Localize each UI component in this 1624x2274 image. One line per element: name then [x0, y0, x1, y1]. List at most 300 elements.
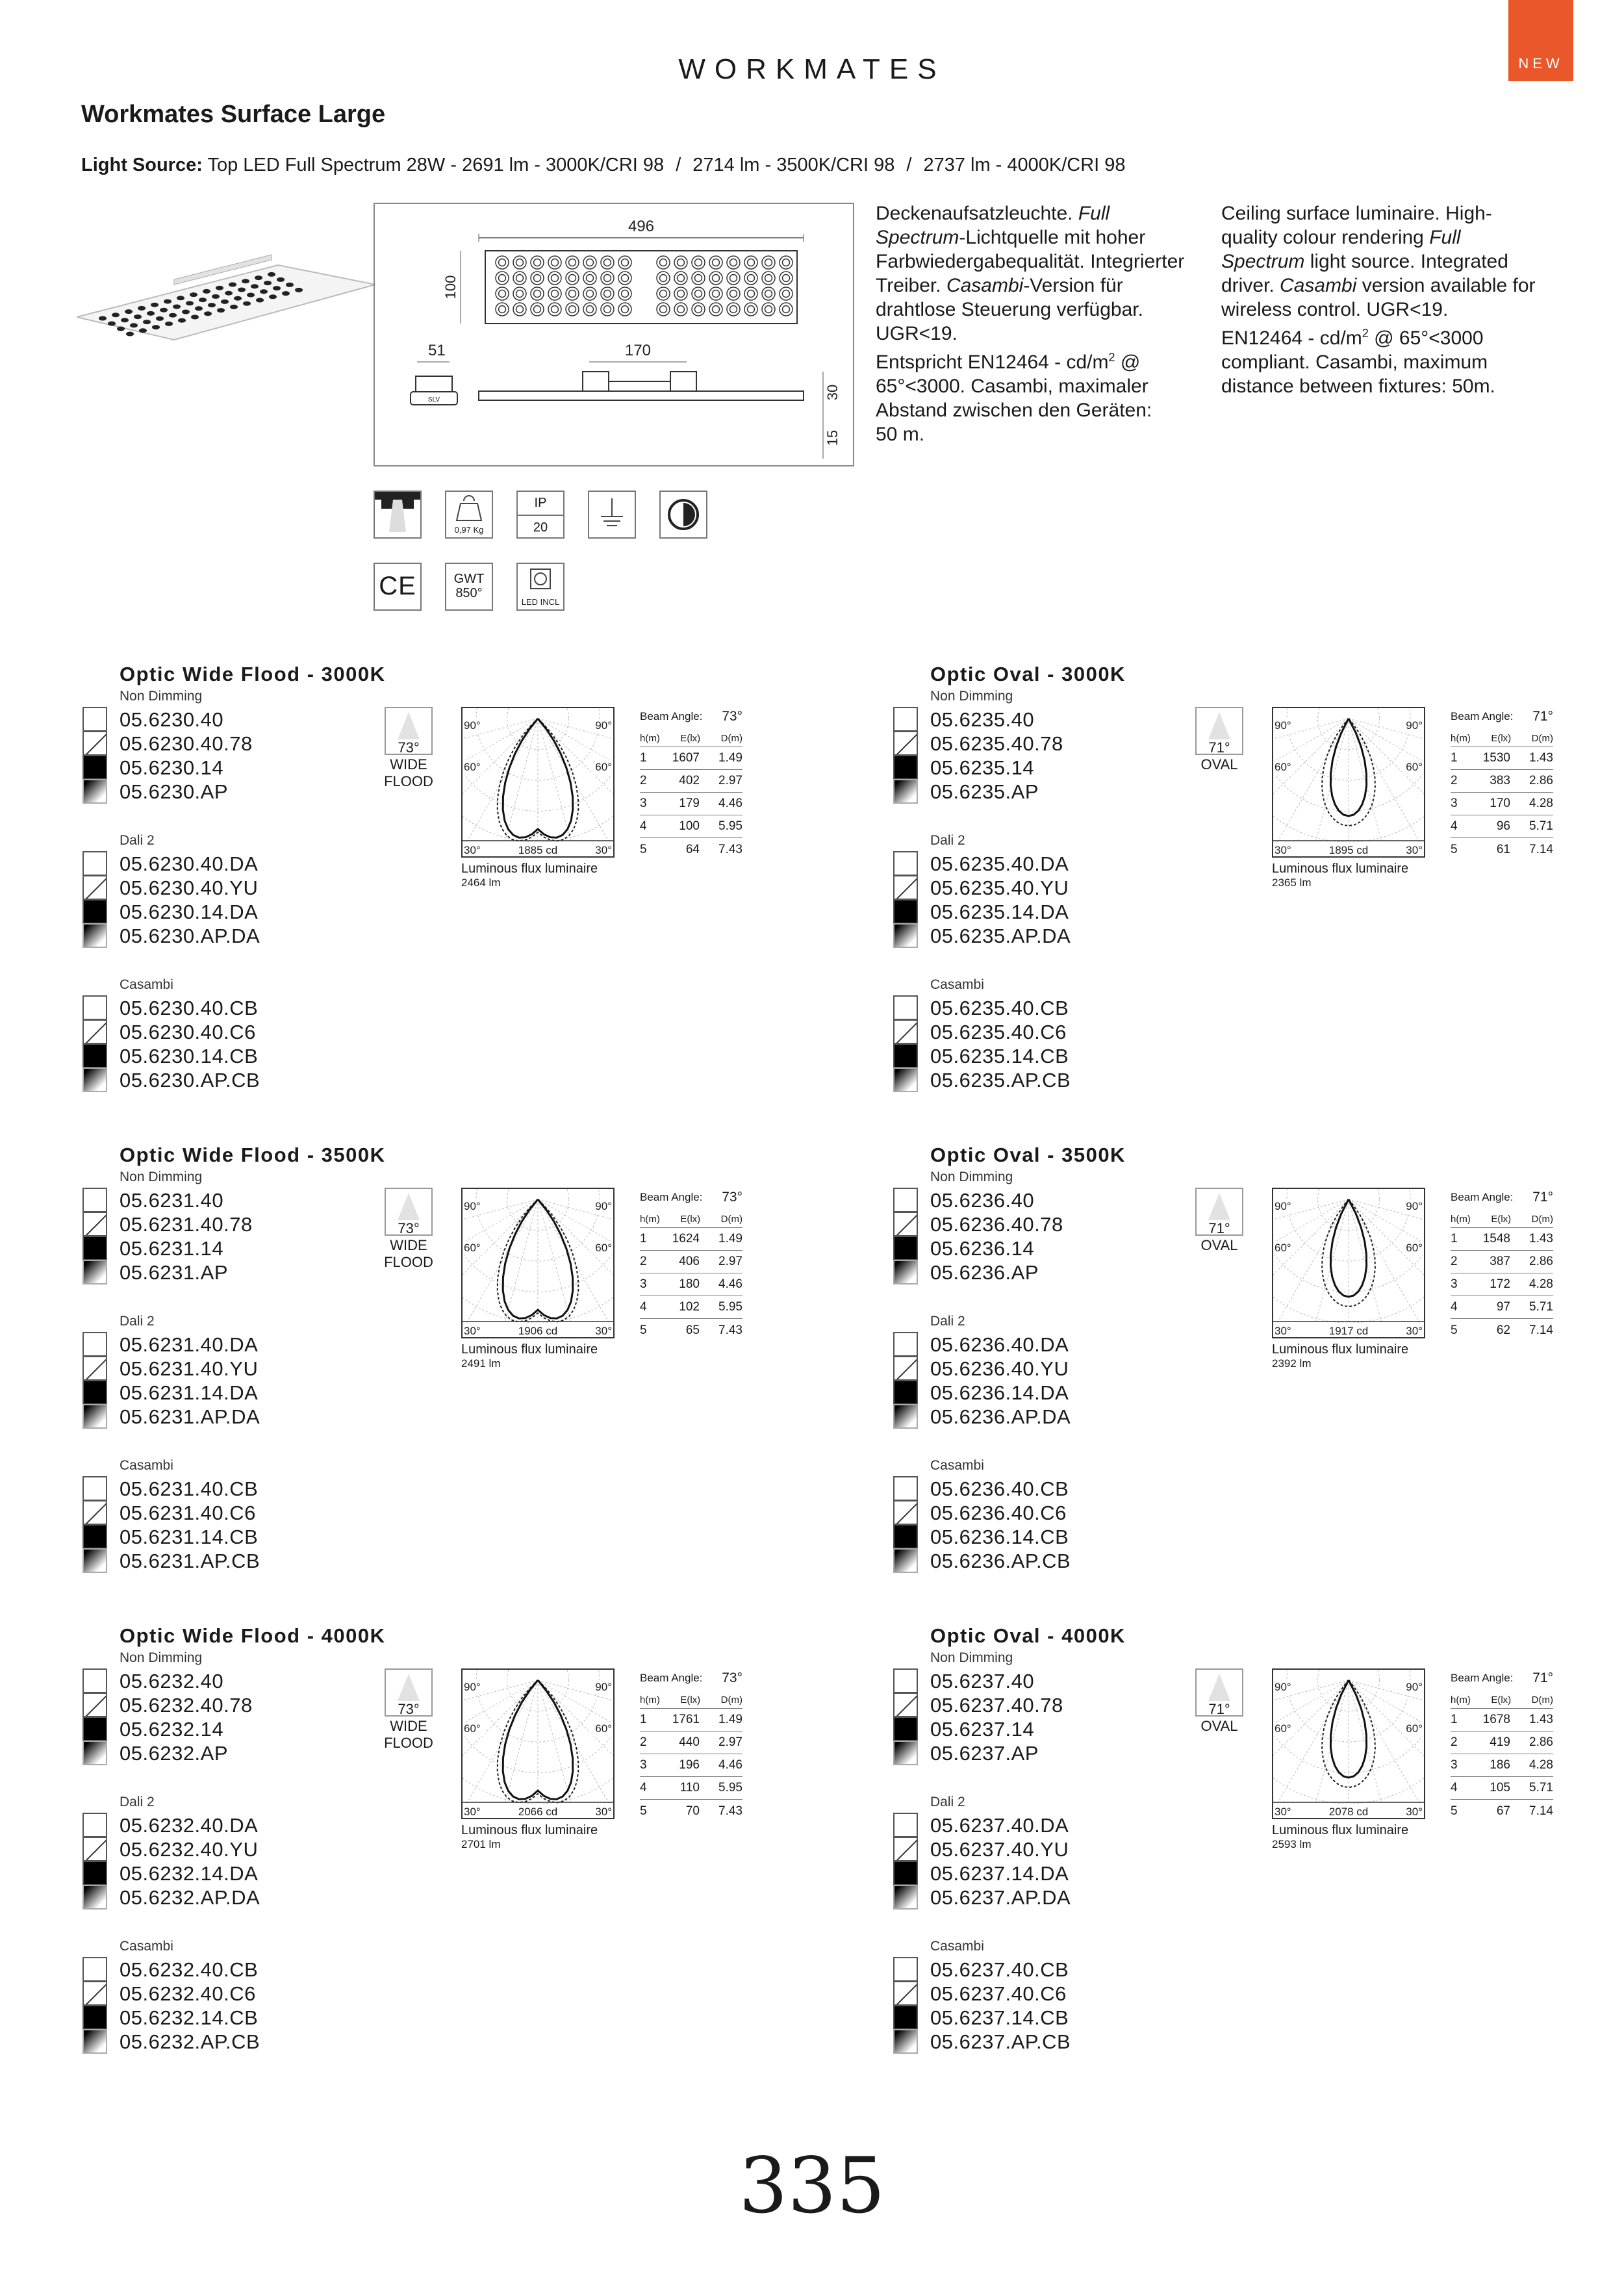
col-d: D(m) [720, 1694, 742, 1706]
color-swatch [82, 1861, 107, 1885]
beam-angle-row [640, 707, 742, 726]
color-swatch [82, 1212, 107, 1236]
polar-label-30: 30° [464, 1806, 481, 1818]
color-swatch [893, 1356, 918, 1381]
led-dot [112, 313, 120, 317]
desc-italic: Full [1429, 227, 1461, 248]
led-dot [152, 325, 160, 329]
cell-e: 419 [1490, 1735, 1510, 1749]
table-header [1451, 726, 1553, 747]
cell-e: 61 [1496, 842, 1510, 856]
desc-italic: Casambi [946, 275, 1024, 296]
flux-block [1272, 862, 1408, 890]
group-label: Dali 2 [930, 833, 965, 848]
led-dot [208, 303, 216, 307]
color-swatch [82, 779, 107, 804]
cell-h: 4 [1451, 1781, 1458, 1795]
led-dot [99, 316, 107, 321]
cell-h: 1 [1451, 1232, 1458, 1246]
cell-d: 2.97 [718, 774, 742, 787]
polar-candela: 2066 cd [518, 1806, 558, 1818]
flux-value: 2593 lm [1272, 1838, 1312, 1850]
led-outline [762, 287, 775, 300]
color-swatch [82, 1693, 107, 1717]
cell-d: 1.49 [718, 1232, 742, 1246]
table-row [1451, 1251, 1553, 1273]
desc-text: driver. [1221, 275, 1280, 296]
separator: / [676, 155, 681, 175]
diagonal-mark [84, 1357, 107, 1381]
cell-h: 1 [640, 1713, 647, 1726]
polar-label-30: 30° [1406, 1325, 1423, 1337]
cell-e: 1607 [672, 751, 700, 765]
polar-label-90: 90° [1406, 719, 1423, 732]
optic-block [893, 1143, 1608, 1637]
cell-h: 4 [1451, 1300, 1458, 1314]
product-code: 05.6237.14.CB [930, 2006, 1069, 2029]
beam-angle-row [1451, 1188, 1553, 1207]
cell-d: 5.95 [718, 1781, 742, 1795]
cell-d: 1.43 [1529, 1713, 1553, 1726]
led-dot [256, 298, 264, 303]
cell-d: 4.28 [1529, 1277, 1553, 1291]
led-dot [147, 311, 155, 316]
led-dot [134, 314, 142, 319]
group-label: Dali 2 [120, 833, 155, 848]
table-row [640, 1319, 742, 1342]
table-row [640, 1228, 742, 1251]
table-row [640, 1777, 742, 1800]
table-row [1451, 747, 1553, 770]
led-outline [548, 256, 561, 269]
polar-label-30: 30° [1406, 1806, 1423, 1818]
cell-e: 64 [685, 842, 700, 856]
product-code: 05.6237.40 [930, 1670, 1035, 1693]
color-swatch [82, 923, 107, 948]
led-outline [709, 272, 722, 285]
col-h: h(m) [640, 733, 660, 744]
cell-e: 1624 [672, 1232, 700, 1246]
ip20-icon [516, 491, 565, 539]
product-code: 05.6237.AP.CB [930, 2030, 1071, 2053]
polar-label-90: 90° [595, 1200, 612, 1212]
product-code: 05.6236.40.CB [930, 1477, 1069, 1500]
group-label: Non Dimming [120, 689, 203, 704]
col-d: D(m) [720, 733, 742, 744]
desc-text: drahtlose Steuerung verfügbar. [876, 299, 1143, 320]
led-dot [121, 318, 129, 322]
beam-angle-value: 73° [722, 709, 742, 724]
polar-diagram [1272, 1668, 1425, 1819]
mount-bracket [583, 372, 609, 391]
cell-e: 402 [679, 774, 700, 787]
flux-block [461, 862, 598, 890]
col-d: D(m) [720, 1214, 742, 1225]
table-row [640, 1709, 742, 1731]
desc-italic: Spectrum [1221, 251, 1305, 272]
polar-label-60: 60° [1275, 761, 1291, 773]
product-code: 05.6232.AP.DA [120, 1886, 260, 1909]
polar-label-30: 30° [595, 844, 612, 856]
led-dot [204, 311, 212, 316]
color-swatch [893, 1260, 918, 1284]
color-swatch [82, 1380, 107, 1405]
color-swatch [82, 707, 107, 732]
color-swatch [82, 1332, 107, 1357]
led-outline [601, 272, 614, 285]
group-label: Non Dimming [930, 689, 1013, 704]
cell-d: 7.43 [718, 1804, 742, 1818]
beam-angle-label: 73° [398, 1220, 420, 1236]
cell-e: 1530 [1482, 751, 1510, 765]
group-label: Casambi [930, 1939, 984, 1954]
cell-h: 1 [640, 1232, 647, 1246]
cell-d: 5.71 [1529, 1300, 1553, 1314]
beam-table [1451, 1668, 1553, 1822]
beam-angle-label: 73° [398, 739, 420, 756]
polar-diagram [461, 1188, 615, 1338]
beam-type-label: WIDE [390, 756, 427, 773]
table-header [640, 726, 742, 747]
beam-angle-row [1451, 1668, 1553, 1688]
cell-h: 5 [640, 842, 647, 856]
polar-label-60: 60° [595, 761, 612, 773]
polar-diagram [461, 707, 615, 858]
diagonal-mark [894, 1694, 918, 1717]
led-outline [744, 287, 757, 300]
product-code: 05.6235.40.CB [930, 997, 1069, 1019]
desc-text: -Version für [1023, 275, 1123, 296]
led-dot [260, 289, 268, 294]
diagonal-mark [84, 1838, 107, 1861]
color-swatch [82, 1668, 107, 1693]
led-outline [601, 287, 614, 300]
led-incl-label: LED INCL [521, 597, 560, 607]
cell-d: 4.46 [718, 1277, 742, 1291]
table-row [640, 1251, 742, 1273]
flux-block [1272, 1342, 1408, 1371]
col-h: h(m) [1451, 733, 1471, 744]
color-swatch [82, 1885, 107, 1910]
led-outline [583, 287, 596, 300]
color-swatch [893, 899, 918, 924]
led-outline [618, 303, 631, 316]
beam-type-label: OVAL [1200, 1718, 1238, 1734]
led-dot [165, 322, 173, 326]
led-outline [531, 303, 544, 316]
col-d: D(m) [1531, 1694, 1553, 1706]
cell-d: 2.97 [718, 1735, 742, 1749]
led-dot [221, 300, 229, 304]
beam-type-label: FLOOD [384, 1735, 433, 1751]
beam-angle-value: 73° [722, 1670, 742, 1685]
led-outline [513, 256, 526, 269]
table-row [1451, 1754, 1553, 1777]
led-dot [251, 284, 259, 288]
cell-e: 196 [679, 1758, 700, 1772]
led-dot [151, 303, 159, 307]
polar-label-90: 90° [595, 719, 612, 732]
flux-caption: Luminous flux luminaire [461, 1342, 598, 1357]
cell-d: 7.14 [1529, 1323, 1553, 1337]
product-code: 05.6231.14.CB [120, 1526, 259, 1548]
table-row [1451, 1709, 1553, 1731]
product-code: 05.6235.14.DA [930, 901, 1069, 923]
ip-label: IP [518, 496, 563, 516]
group-label: Casambi [120, 1458, 173, 1473]
dim-end-label: 51 [428, 342, 446, 359]
led-outline [692, 303, 705, 316]
color-swatch [893, 1380, 918, 1405]
led-dot [190, 292, 197, 297]
desc-text: Treiber. [876, 275, 946, 296]
product-photo [77, 246, 375, 363]
led-outline [657, 303, 670, 316]
cell-h: 3 [1451, 1758, 1458, 1772]
desc-italic: Spectrum [876, 227, 959, 248]
polar-candela: 1895 cd [1328, 844, 1369, 856]
polar-label-90: 90° [1406, 1681, 1423, 1693]
beam-type-label: WIDE [390, 1718, 427, 1734]
color-swatch [893, 1957, 918, 1982]
product-code: 05.6230.40.DA [120, 852, 259, 875]
color-swatch [82, 2029, 107, 2054]
color-swatch [893, 1837, 918, 1861]
led-dot [156, 316, 164, 321]
beam-table [1451, 707, 1553, 861]
cell-h: 1 [1451, 751, 1458, 765]
cell-h: 4 [640, 1781, 647, 1795]
led-dot [169, 313, 177, 318]
cell-e: 100 [679, 819, 700, 833]
color-swatch [82, 1019, 107, 1044]
led-dot [217, 308, 225, 313]
group-label: Casambi [930, 1458, 984, 1473]
led-outline [727, 287, 740, 300]
col-d: D(m) [1531, 733, 1553, 744]
cell-d: 4.28 [1529, 797, 1553, 810]
led-outline [762, 256, 775, 269]
polar-label-60: 60° [1275, 1242, 1291, 1254]
desc-text: 65°<3000. Casambi, maximaler [876, 376, 1148, 397]
cell-h: 5 [640, 1804, 647, 1818]
product-code: 05.6236.14.CB [930, 1526, 1069, 1548]
product-code: 05.6237.40.CB [930, 1958, 1069, 1981]
flux-caption: Luminous flux luminaire [461, 862, 598, 876]
group-label: Casambi [930, 977, 984, 992]
cell-e: 67 [1496, 1804, 1510, 1818]
led-dot [182, 310, 190, 314]
beam-type-label: WIDE [390, 1237, 427, 1253]
cell-d: 7.14 [1529, 1804, 1553, 1818]
desc-text: Ceiling surface luminaire. High- [1221, 203, 1492, 224]
polar-diagram [1272, 1188, 1425, 1338]
product-code: 05.6236.40.C6 [930, 1501, 1067, 1524]
diagonal-mark [894, 1982, 918, 2006]
table-row [1451, 838, 1553, 861]
color-swatch [82, 731, 107, 756]
polar-label-90: 90° [1406, 1200, 1423, 1212]
led-outline [583, 256, 596, 269]
cell-h: 3 [1451, 797, 1458, 810]
group-label: Non Dimming [930, 1650, 1013, 1665]
cell-e: 406 [679, 1255, 700, 1268]
product-code: 05.6232.AP [120, 1742, 229, 1765]
led-dot [199, 298, 207, 302]
cell-e: 172 [1490, 1277, 1510, 1291]
table-row [640, 1273, 742, 1296]
diagonal-mark [84, 876, 107, 900]
cell-h: 1 [1451, 1713, 1458, 1726]
product-code: 05.6232.40.CB [120, 1958, 259, 1981]
group-label: Dali 2 [930, 1795, 965, 1809]
led-outline [657, 272, 670, 285]
table-row [1451, 770, 1553, 793]
color-swatch [893, 1332, 918, 1357]
color-swatch [893, 779, 918, 804]
desc-text: UGR<19. [876, 323, 958, 344]
weight-icon [445, 491, 493, 539]
table-row [640, 838, 742, 861]
cell-d: 5.71 [1529, 1781, 1553, 1795]
color-swatch [893, 1212, 918, 1236]
table-row [1451, 1731, 1553, 1754]
product-code: 05.6235.40.DA [930, 852, 1069, 875]
group-label: Non Dimming [120, 1169, 203, 1184]
product-code: 05.6231.40.78 [120, 1213, 253, 1236]
color-swatch [893, 923, 918, 948]
color-swatch [893, 1693, 918, 1717]
desc-sup: 2 [1362, 327, 1369, 340]
color-swatch [893, 1500, 918, 1525]
color-swatch [893, 1813, 918, 1837]
led-dot [139, 328, 147, 333]
led-outline [762, 303, 775, 316]
optic-title: Optic Oval - 3000K [930, 663, 1126, 685]
led-dot [130, 323, 138, 327]
led-outline [566, 256, 579, 269]
product-code: 05.6235.40.YU [930, 876, 1069, 899]
table-row [1451, 793, 1553, 815]
led-outline [674, 287, 687, 300]
table-header [640, 1688, 742, 1709]
ce-mark-icon [374, 563, 422, 611]
mount-bracket [670, 372, 696, 391]
product-code: 05.6231.AP.DA [120, 1405, 260, 1428]
table-row [640, 747, 742, 770]
cell-e: 1548 [1482, 1232, 1510, 1246]
optic-block [82, 1624, 797, 2118]
product-code: 05.6232.14.DA [120, 1862, 259, 1885]
color-swatch [82, 1500, 107, 1525]
color-swatch [893, 1717, 918, 1741]
led-outline [496, 287, 509, 300]
color-swatch [82, 1981, 107, 2006]
led-outline [618, 287, 631, 300]
color-swatch [893, 1981, 918, 2006]
led-outline [583, 303, 596, 316]
led-dot [212, 294, 220, 299]
led-outline [744, 272, 757, 285]
flux-value: 2701 lm [461, 1838, 501, 1850]
polar-diagram [461, 1668, 615, 1819]
dim-h2-label: 15 [824, 429, 841, 446]
desc-text: Entspricht EN12464 - cd/m [876, 351, 1109, 373]
polar-label-30: 30° [595, 1806, 612, 1818]
polar-label-60: 60° [464, 1722, 481, 1735]
color-swatch [82, 1957, 107, 1982]
flux-caption: Luminous flux luminaire [1272, 862, 1409, 876]
col-h: h(m) [640, 1214, 660, 1225]
product-code: 05.6237.14.DA [930, 1862, 1069, 1885]
beam-angle-caption: Beam Angle: [640, 1191, 703, 1203]
cell-d: 7.14 [1529, 842, 1553, 856]
cell-d: 1.43 [1529, 751, 1553, 765]
led-dot [108, 322, 116, 326]
table-row [1451, 1273, 1553, 1296]
polar-label-60: 60° [595, 1722, 612, 1735]
diagonal-mark [84, 1694, 107, 1717]
surface-mount-icon [374, 491, 422, 539]
optic-title: Optic Oval - 4000K [930, 1624, 1126, 1647]
drawing-svg [375, 204, 856, 468]
led-outline [780, 256, 793, 269]
diagonal-mark [84, 1982, 107, 2006]
cell-d: 7.43 [718, 1323, 742, 1337]
beam-angle-caption: Beam Angle: [1451, 1191, 1514, 1203]
product-code: 05.6232.AP.CB [120, 2030, 260, 2053]
flux-block [461, 1823, 598, 1852]
cell-d: 2.97 [718, 1255, 742, 1268]
group-label: Non Dimming [930, 1169, 1013, 1184]
color-swatch [82, 1837, 107, 1861]
light-source-part: 2737 lm - 4000K/CRI 98 [923, 155, 1126, 175]
cell-d: 1.49 [718, 751, 742, 765]
color-swatch [82, 1741, 107, 1765]
beam-angle-caption: Beam Angle: [640, 710, 703, 722]
cell-d: 2.86 [1529, 1255, 1553, 1268]
flux-block [461, 1342, 598, 1371]
led-outline [601, 256, 614, 269]
polar-label-60: 60° [595, 1242, 612, 1254]
led-outline [727, 272, 740, 285]
color-swatch [893, 875, 918, 900]
led-dot [143, 320, 151, 324]
color-swatch [82, 875, 107, 900]
product-code: 05.6237.40.78 [930, 1694, 1063, 1717]
product-code: 05.6231.40.CB [120, 1477, 259, 1500]
desc-text: wireless control. UGR<19. [1221, 299, 1449, 320]
product-code: 05.6237.40.YU [930, 1838, 1069, 1861]
dimmable-icon [659, 491, 707, 539]
product-code: 05.6237.40.C6 [930, 1982, 1067, 2005]
led-dot [255, 275, 262, 280]
flux-value: 2365 lm [1272, 876, 1312, 889]
product-code: 05.6236.AP.DA [930, 1405, 1071, 1428]
led-dot [160, 308, 168, 313]
group-label: Dali 2 [930, 1314, 965, 1329]
led-dot [225, 291, 233, 296]
color-swatch [82, 1548, 107, 1573]
led-dot [286, 283, 294, 287]
led-outline [762, 272, 775, 285]
cell-h: 4 [640, 1300, 647, 1314]
table-header [1451, 1207, 1553, 1228]
cell-d: 2.86 [1529, 1735, 1553, 1749]
product-code: 05.6236.40 [930, 1189, 1035, 1212]
desc-text: Abstand zwischen den Geräten: [876, 400, 1152, 421]
beam-table [640, 1188, 742, 1342]
